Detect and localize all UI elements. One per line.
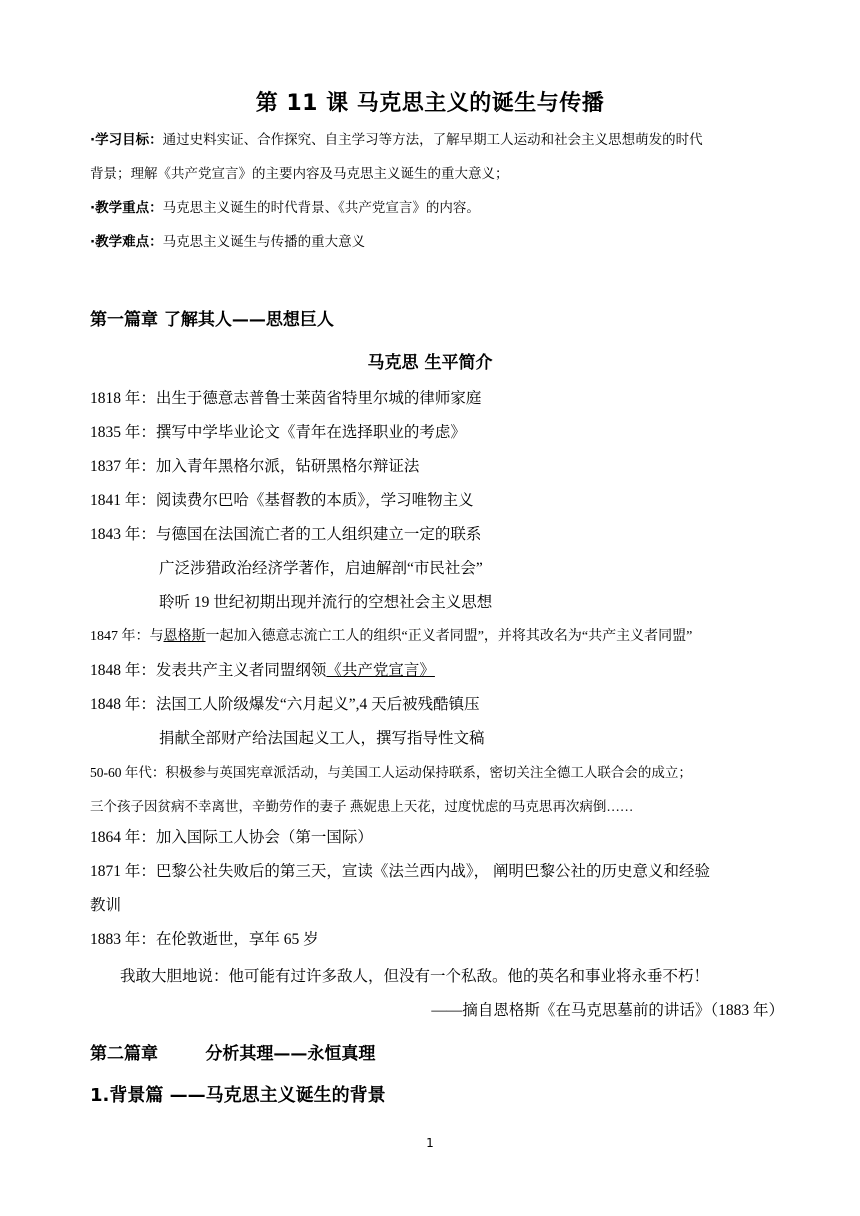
timeline-1850s-family: 三个孩子因贫病不幸离世，辛勤劳作的妻子 燕妮患上天花，过度忧虑的马克思再次病倒…… (90, 799, 634, 814)
key-point-label: 教学重点： (95, 200, 163, 216)
difficulty-label: 教学难点： (95, 234, 163, 250)
bullet: · (90, 234, 96, 250)
timeline-1850s-1860s: 50-60 年代：积极参与英国宪章派活动，与美国工人运动保持联系，密切关注全德工人联合会的成立； (90, 765, 692, 780)
timeline-1871-cont: 教训 (90, 897, 122, 914)
timeline-1848-uprising: 1848 年：法国工人阶级爆发“六月起义”,4 天后被残酷镇压 (90, 696, 480, 713)
timeline-1841: 1841 年：阅读费尔巴哈《基督教的本质》，学习唯物主义 (90, 492, 474, 509)
teaching-key-point (90, 199, 800, 217)
bullet: · (90, 200, 96, 216)
timeline-1848-manifesto (90, 661, 800, 681)
bullet: · (90, 132, 96, 148)
engels-quote: 我敢大胆地说：他可能有过许多敌人，但没有一个私敌。他的英名和事业将永垂不朽！ (120, 968, 710, 985)
biography-heading: 马克思 生平简介 (367, 353, 493, 373)
difficulty-text: 马克思主义诞生与传播的重大意义 (162, 234, 366, 250)
timeline-1848-detail: 捐献全部财产给法国起义工人，撰写指导性文稿 (159, 730, 485, 747)
timeline-1871: 1871 年：巴黎公社失败后的第三天，宣读《法兰西内战》， 阐明巴黎公社的历史意义和经验 (90, 863, 711, 880)
learning-goal-line-1 (90, 131, 800, 149)
chapter-2-heading: 第二篇章 分析其理——永恒真理 (90, 1044, 376, 1064)
page-title: 第 11 课 马克思主义的诞生与传播 (255, 91, 605, 116)
timeline-1847-prefix: 1847 年：与 (90, 629, 164, 644)
engels-link[interactable]: 恩格斯 (163, 629, 206, 644)
timeline-1835: 1835 年：撰写中学毕业论文《青年在选择职业的考虑》 (90, 424, 466, 441)
timeline-1837: 1837 年：加入青年黑格尔派，钻研黑格尔辩证法 (90, 458, 420, 475)
key-point-text: 马克思主义诞生的时代背景、《共产党宣言》的内容。 (162, 200, 480, 216)
timeline-1843-detail-1: 广泛涉猎政治经济学著作，启迪解剖“市民社会” (159, 560, 483, 577)
section-1-heading: 1.背景篇 ——马克思主义诞生的背景 (90, 1085, 386, 1106)
timeline-1883: 1883 年：在伦敦逝世，享年 65 岁 (90, 931, 319, 948)
teaching-difficulty (90, 233, 800, 251)
chapter-1-heading: 第一篇章 了解其人——思想巨人 (90, 310, 334, 330)
manifesto-link[interactable]: 《共产党宣言》 (326, 662, 435, 679)
timeline-1864: 1864 年：加入国际工人协会（第一国际） (90, 829, 373, 846)
learning-goal-text: 通过史料实证、合作探究、自主学习等方法，了解早期工人运动和社会主义思想萌发的时代 (162, 132, 703, 148)
timeline-1848-prefix: 1848 年：发表共产主义者同盟纲领 (90, 662, 327, 679)
learning-goal-line-2: 背景；理解《共产党宣言》的主要内容及马克思主义诞生的重大意义； (90, 166, 509, 182)
timeline-1818: 1818 年：出生于德意志普鲁士莱茵省特里尔城的律师家庭 (90, 390, 482, 407)
timeline-1843: 1843 年：与德国在法国流亡者的工人组织建立一定的联系 (90, 526, 482, 543)
timeline-1843-detail-2: 聆听 19 世纪初期出现并流行的空想社会主义思想 (159, 594, 493, 611)
quote-source: ——摘自恩格斯《在马克思墓前的讲话》（1883 年） (431, 1002, 784, 1019)
learning-goal-label: 学习目标： (95, 132, 163, 148)
timeline-1847 (90, 627, 800, 647)
page-number: 1 (426, 1136, 434, 1150)
timeline-1847-suffix: 一起加入德意志流亡工人的组织“正义者同盟”，并将其改名为“共产主义者同盟” (205, 629, 693, 644)
